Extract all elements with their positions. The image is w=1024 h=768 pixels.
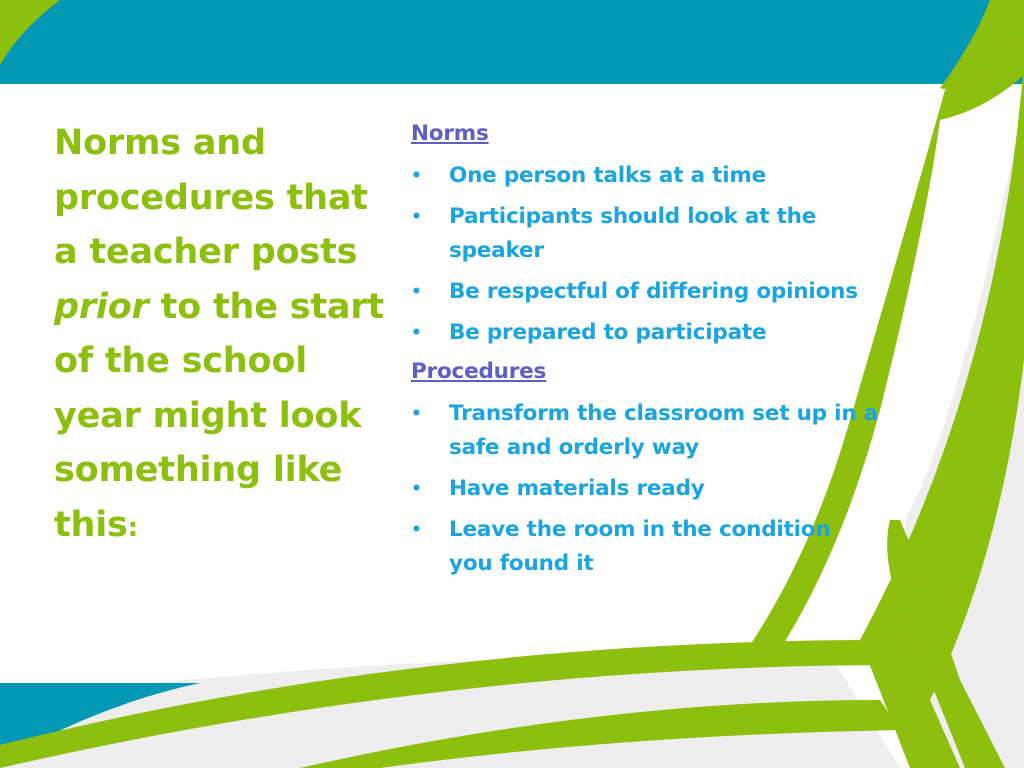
bullet-icon: • xyxy=(411,520,422,540)
procedures-heading: Procedures xyxy=(411,359,547,384)
list-item xyxy=(411,159,881,193)
slide-title xyxy=(54,116,384,555)
list-item-text: One person talks at a time xyxy=(449,163,767,188)
norms-list xyxy=(411,159,881,350)
title-emphasis: prior xyxy=(54,286,149,327)
title-part-1: Norms and procedures that a teacher posts xyxy=(54,123,368,272)
title-part-2: to the start of the school year might look something like this xyxy=(54,286,384,545)
list-item-text: Transform the classroom set up in a safe and orderly way xyxy=(449,401,879,460)
norms-heading: Norms xyxy=(411,121,489,146)
procedures-list xyxy=(411,397,881,581)
bullet-icon: • xyxy=(411,323,422,343)
bullet-icon: • xyxy=(411,479,422,499)
top-teal-band xyxy=(0,0,1024,84)
list-item-text: Leave the room in the condition you found it xyxy=(449,517,831,576)
bullet-icon: • xyxy=(411,282,422,302)
list-item xyxy=(411,200,881,268)
list-item xyxy=(411,275,881,309)
list-item xyxy=(411,472,881,506)
list-item-text: Be respectful of differing opinions xyxy=(449,279,858,304)
slide-content xyxy=(411,119,881,588)
list-item-text: Have materials ready xyxy=(449,476,705,501)
list-item xyxy=(411,397,881,465)
list-item xyxy=(411,316,881,350)
list-item xyxy=(411,513,881,581)
list-item-text: Be prepared to participate xyxy=(449,320,767,345)
bullet-icon: • xyxy=(411,166,422,186)
bullet-icon: • xyxy=(411,404,422,424)
list-item-text: Participants should look at the speaker xyxy=(449,204,817,263)
title-colon: : xyxy=(127,512,138,543)
bullet-icon: • xyxy=(411,207,422,227)
